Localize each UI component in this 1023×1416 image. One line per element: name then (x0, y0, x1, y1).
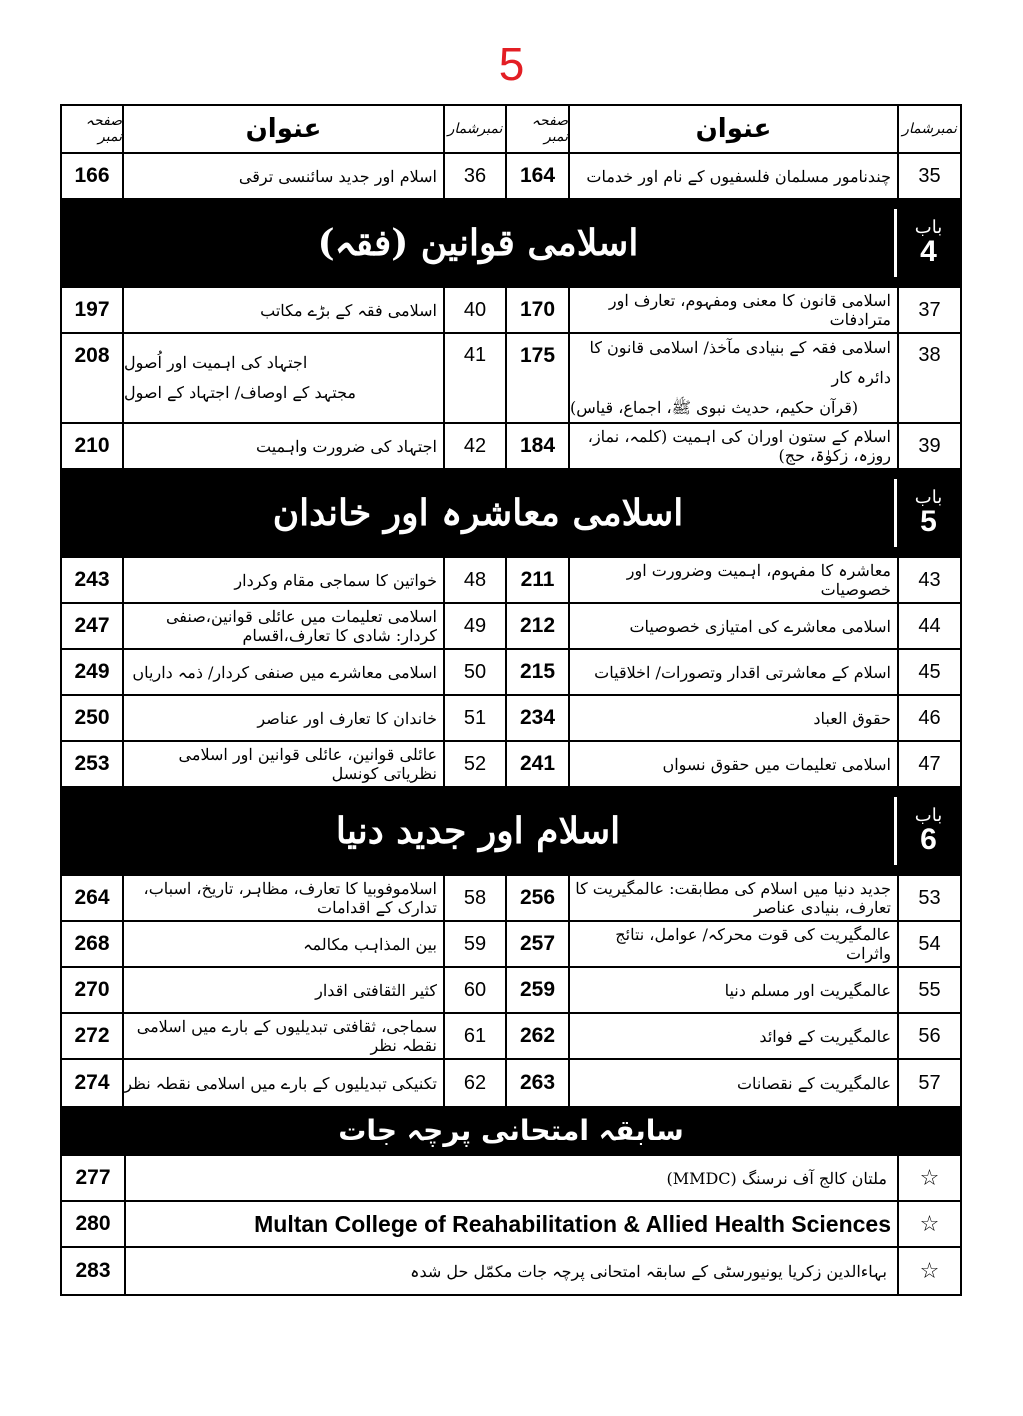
page-ref: 259 (505, 968, 568, 1012)
table-row (62, 876, 960, 922)
page-ref: 256 (505, 876, 568, 920)
serial-number: 47 (897, 742, 960, 786)
serial-number: 38 (897, 334, 960, 422)
table-row (62, 288, 960, 334)
entry-title[interactable] (122, 1014, 443, 1058)
entry-title-line: اسلامی معاشرے کی امتیازی خصوصیات (629, 616, 891, 636)
entry-title-line: اسلام کے معاشرتی اقدار وتصورات/ اخلاقیات (594, 662, 891, 682)
chapter-number: 5 (920, 504, 937, 538)
serial-number: 42 (443, 424, 505, 468)
entry-title[interactable]: چندنامور مسلمان فلسفیوں کے نام اور خدمات (568, 154, 897, 198)
header-title-right: عنوان (568, 106, 897, 152)
page-ref: 270 (74, 978, 110, 1001)
header-page-right: صفحہ نمبر (505, 106, 568, 152)
exam-list (62, 1156, 960, 1294)
table-row (62, 334, 960, 424)
exam-title[interactable]: Multan College of Reahabilitation & Allied Health Sciences (124, 1202, 897, 1246)
entry-title[interactable] (122, 968, 443, 1012)
exam-row (62, 1202, 960, 1248)
entry-title-line: کثیر الثقافتی اقدار (315, 980, 437, 1000)
page-ref: 164 (505, 154, 568, 198)
entry-title-line: اسلامی تعلیمات میں حقوق نسواں (662, 754, 891, 774)
star-icon: ☆ (897, 1156, 960, 1200)
entry-title-line: حقوق العباد (813, 708, 891, 728)
page-ref: 212 (505, 604, 568, 648)
serial-number: 58 (443, 876, 505, 920)
serial-number: 41 (443, 334, 505, 422)
entry-title-line: اسلام کے ستون اوران کی اہمیت (کلمہ، نماز، روزہ، زکوٰۃ، حج) (587, 427, 891, 465)
entry-title-line: اسلامی قانون کا معنی ومفہوم، تعارف اور مترادفات (608, 291, 891, 329)
entry-title-line: اسلامی معاشرے میں صنفی کردار/ ذمہ داریاں (132, 662, 437, 682)
entry-title[interactable] (122, 650, 443, 694)
page-ref: 243 (74, 568, 110, 591)
page-ref: 249 (74, 660, 110, 683)
table-row (62, 742, 960, 788)
serial-number: 35 (897, 154, 960, 198)
serial-number: 60 (443, 968, 505, 1012)
table-of-contents (60, 104, 962, 1296)
page-ref: 272 (74, 1024, 110, 1047)
entry-title[interactable] (568, 1014, 897, 1058)
page-ref: 166 (74, 164, 110, 187)
entry-title[interactable] (568, 288, 897, 332)
entry-title[interactable] (568, 334, 897, 422)
header-serial-right: نمبرشمار (897, 106, 960, 152)
page-ref: 262 (505, 1014, 568, 1058)
entry-title-line: عالمگیریت کے نقصانات (736, 1073, 891, 1093)
entry-title[interactable] (122, 742, 443, 786)
entry-title[interactable] (568, 968, 897, 1012)
entry-title-line: (قرآن حکیم، حدیث نبوی ﷺ، اجماع، قیاس) (570, 398, 859, 417)
entry-title[interactable] (568, 742, 897, 786)
exam-row (62, 1156, 960, 1202)
table-row (62, 968, 960, 1014)
serial-number: 52 (443, 742, 505, 786)
entry-title-line: اجتہاد کی اہمیت اور اُصول (124, 353, 308, 372)
entry-title[interactable] (568, 696, 897, 740)
serial-number: 48 (443, 558, 505, 602)
entry-title[interactable] (568, 1060, 897, 1106)
page-ref: 264 (74, 886, 110, 909)
entry-title[interactable] (568, 650, 897, 694)
entry-title[interactable] (568, 876, 897, 920)
page-ref: 280 (75, 1212, 111, 1235)
page-ref: 170 (505, 288, 568, 332)
entry-title[interactable] (122, 696, 443, 740)
chapter-label (894, 797, 960, 866)
chapter-band (62, 200, 960, 288)
page-ref: 274 (74, 1071, 110, 1094)
entry-title[interactable] (568, 424, 897, 468)
entry-title-line: عائلی قوانین، عائلی قوانین اور اسلامی نظریاتی کونسل (178, 745, 437, 783)
page-ref: 250 (74, 706, 110, 729)
entry-title-line: اجتہاد کی ضرورت واہمیت (255, 436, 437, 456)
chapter-bab-label: باب (914, 804, 943, 826)
page-ref: 253 (74, 752, 110, 775)
chapter-title[interactable]: اسلام اور جدید دنیا (335, 810, 621, 852)
entry-title-line: مجتہد کے اوصاف/ اجتہاد کے اصول (124, 383, 356, 402)
header-title-left: عنوان (122, 106, 443, 152)
table-row (62, 650, 960, 696)
entry-title[interactable] (122, 876, 443, 920)
serial-number: 57 (897, 1060, 960, 1106)
entry-title-line: خاندان کا تعارف اور عناصر (257, 708, 437, 728)
table-row (62, 922, 960, 968)
serial-number: 46 (897, 696, 960, 740)
entry-title-line: اسلاموفوبیا کا تعارف، مظاہر، تاریخ، اسباب، تدارک کے اقدامات (143, 879, 437, 917)
page-ref: 234 (505, 696, 568, 740)
serial-number: 55 (897, 968, 960, 1012)
entry-title-line: عالمگیریت کے فوائد (759, 1026, 891, 1046)
page-ref: 268 (74, 932, 110, 955)
page-ref: 211 (505, 558, 568, 602)
serial-number: 56 (897, 1014, 960, 1058)
star-icon: ☆ (897, 1248, 960, 1294)
serial-number: 51 (443, 696, 505, 740)
page-ref: 283 (75, 1259, 111, 1282)
entry-title[interactable] (122, 922, 443, 966)
chapter-bab-label: باب (914, 486, 943, 508)
header-serial-left: نمبرشمار (443, 106, 505, 152)
page-ref: 210 (74, 434, 110, 457)
entry-title[interactable] (122, 604, 443, 648)
serial-number: 43 (897, 558, 960, 602)
star-icon: ☆ (897, 1202, 960, 1246)
entry-title-line: معاشرہ کا مفہوم، اہمیت وضرورت اور خصوصیات (626, 561, 891, 599)
table-row (62, 1014, 960, 1060)
table-row (62, 1060, 960, 1106)
serial-number: 45 (897, 650, 960, 694)
entry-title-line: خواتین کا سماجی مقام وکردار (234, 570, 437, 590)
entry-title-line: جدید دنیا میں اسلام کی مطابقت: عالمگیریت کا تعارف، بنیادی عناصر (575, 879, 891, 917)
table-row (62, 154, 960, 200)
entry-title[interactable]: اسلام اور جدید سائنسی ترقی (122, 154, 443, 198)
page-ref: 263 (505, 1060, 568, 1106)
exam-section-heading: سابقہ امتحانی پرچہ جات (62, 1106, 960, 1156)
header-page-left: صفحہ نمبر (85, 113, 122, 145)
page-ref: 241 (505, 742, 568, 786)
entry-title-line: سماجی، ثقافتی تبدیلیوں کے بارے میں اسلامی نقطہ نظر (136, 1017, 437, 1055)
page-ref: 247 (74, 614, 110, 637)
table-row (62, 424, 960, 470)
table-row (62, 696, 960, 742)
entry-title[interactable] (122, 288, 443, 332)
serial-number: 40 (443, 288, 505, 332)
entry-title[interactable] (122, 1060, 443, 1106)
exam-title[interactable]: بہاءالدین زکریا یونیورسٹی کے سابقہ امتحانی پرچہ جات مکمّل حل شدہ (124, 1248, 897, 1294)
page-ref: 257 (505, 922, 568, 966)
exam-title[interactable]: ملتان کالج آف نرسنگ (MMDC) (124, 1156, 897, 1200)
serial-number: 44 (897, 604, 960, 648)
page-ref: 208 (74, 344, 110, 367)
chapter-label (894, 479, 960, 548)
entry-title-line: عالمگیریت کی قوت محرکہ/ عوامل، نتائج واثرات (615, 925, 891, 963)
serial-number: 61 (443, 1014, 505, 1058)
page-ref: 175 (505, 334, 568, 422)
serial-number: 36 (443, 154, 505, 198)
table-row (62, 558, 960, 604)
chapter-title[interactable]: اسلامی معاشرہ اور خاندان (272, 492, 684, 534)
chapter-bab-label: باب (914, 216, 943, 238)
entry-title[interactable] (568, 604, 897, 648)
exam-row (62, 1248, 960, 1294)
entry-title[interactable] (568, 922, 897, 966)
chapters (62, 200, 960, 1106)
page-number: 5 (498, 38, 525, 90)
serial-number: 54 (897, 922, 960, 966)
entry-title-line: اسلامی فقہ کے بنیادی مآخذ/ اسلامی قانون کا دائرہ کار (589, 338, 891, 387)
chapter-band (62, 470, 960, 558)
serial-number: 50 (443, 650, 505, 694)
serial-number: 39 (897, 424, 960, 468)
serial-number: 59 (443, 922, 505, 966)
chapter-number: 6 (920, 822, 937, 856)
serial-number: 49 (443, 604, 505, 648)
serial-number: 53 (897, 876, 960, 920)
chapter-number: 4 (920, 234, 937, 268)
entry-title-line: بین المذاہب مکالمہ (303, 934, 437, 954)
entry-title[interactable] (122, 424, 443, 468)
page-ref: 197 (74, 298, 110, 321)
serial-number: 62 (443, 1060, 505, 1106)
entry-title[interactable] (568, 558, 897, 602)
table-header (62, 106, 960, 154)
page-ref: 215 (505, 650, 568, 694)
entry-title[interactable] (122, 334, 443, 422)
page-ref: 184 (505, 424, 568, 468)
entry-title-line: اسلامی تعلیمات میں عائلی قوانین،صنفی کردار: شادی کا تعارف،اقسام (165, 607, 437, 645)
entry-title-line: عالمگیریت اور مسلم دنیا (724, 980, 891, 1000)
serial-number: 37 (897, 288, 960, 332)
chapter-label (894, 209, 960, 278)
chapter-band (62, 788, 960, 876)
entry-title-line: اسلامی فقہ کے بڑے مکاتب (260, 300, 437, 320)
entry-title[interactable] (122, 558, 443, 602)
entry-title-line: تکنیکی تبدیلیوں کے بارے میں اسلامی نقطہ نظر (124, 1073, 437, 1093)
page-ref: 277 (75, 1166, 111, 1189)
chapter-title[interactable]: اسلامی قوانین (فقہ) (317, 222, 639, 264)
table-row (62, 604, 960, 650)
